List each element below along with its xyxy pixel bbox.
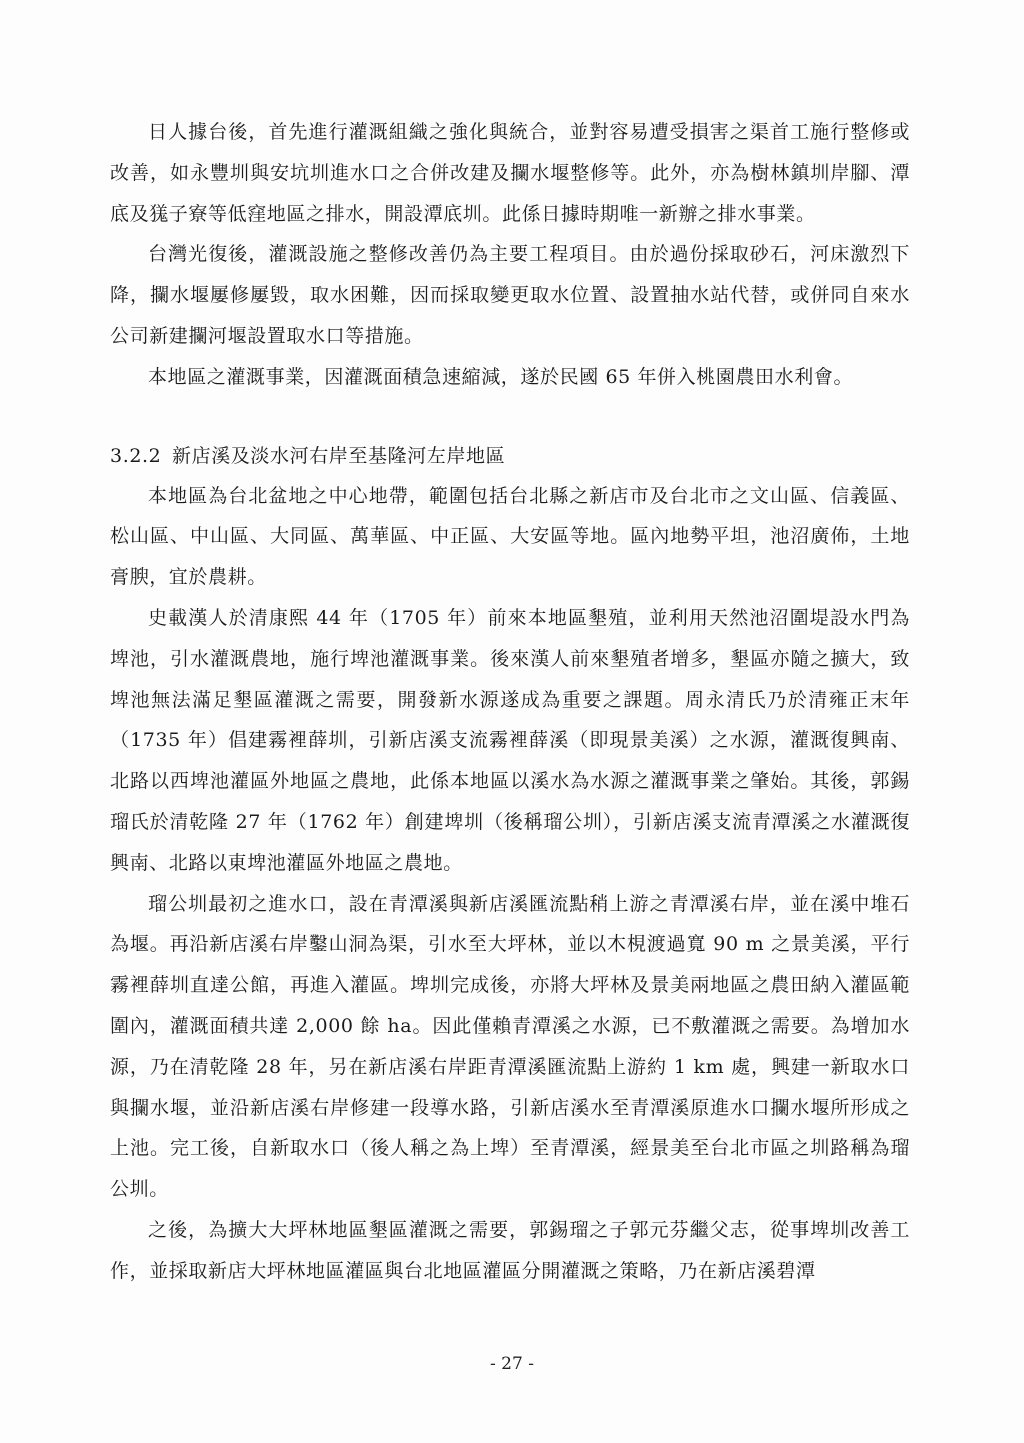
paragraph-postwar-restoration: 台灣光復後，灌溉設施之整修改善仍為主要工程項目。由於過份採取砂石，河床激烈下降，攔水堰屢修屢毀，取水困難，因而採取變更取水位置、設置抽水站代替，或併同自來水公司新建攔河堰設置取水口等措施。 bbox=[110, 243, 910, 347]
section-title: 新店溪及淡水河右岸至基隆河左岸地區 bbox=[172, 444, 506, 467]
paragraph-settlement-history: 史載漢人於清康熙 44 年（1705 年）前來本地區墾殖，並利用天然池沼圍堤設水門為埤池，引水灌溉農地，施行埤池灌溉事業。後來漢人前來墾殖者增多，墾區亦隨之擴大，致埤池無法滿足墾區灌溉之需要，開發新水源遂成為重要之課題。周永清氏乃於清雍正末年（1735 年）倡建霧裡薛圳，引新店溪支流霧裡薛溪（即現景美溪）之水源，灌溉復興南、北路以西埤池灌區外地區之農地，此係本地區以溪水為水源之灌溉事業之肇始。其後，郭錫瑠氏於清乾隆 27 年（1762 年）創建埤圳（後稱瑠公圳），引新店溪支流青潭溪之水灌溉復興南、北路以東埤池灌區外地區之農地。 bbox=[110, 606, 910, 874]
page-body bbox=[110, 112, 910, 1292]
paragraph-japanese-era: 日人據台後，首先進行灌溉組織之強化與統合，並對容易遭受損害之渠首工施行整修或改善，如永豐圳與安坑圳進水口之合併改建及攔水堰整修等。此外，亦為樹林鎮圳岸腳、潭底及獇子寮等低窪地區之排水，開設潭底圳。此係日據時期唯一新辦之排水事業。 bbox=[110, 121, 910, 225]
section-heading bbox=[110, 436, 910, 476]
paragraph-merger: 本地區之灌溉事業，因灌溉面積急速縮減，遂於民國 65 年併入桃園農田水利會。 bbox=[148, 365, 854, 388]
paragraph-liugong-canal: 瑠公圳最初之進水口，設在青潭溪與新店溪匯流點稍上游之青潭溪右岸，並在溪中堆石為堰。再沿新店溪右岸鑿山洞為渠，引水至大坪林，並以木梘渡過寬 90 m 之景美溪，平行霧裡薛圳直達公館，再進入灌區。埤圳完成後，亦將大坪林及景美兩地區之農田納入灌區範圍內，灌溉面積共達 2,000 餘 ha。因此僅賴青潭溪之水源，已不敷灌溉之需要。為增加水源，乃在清乾隆 28 年，另在新店溪右岸距青潭溪匯流點上游約 1 km 處，興建一新取水口與攔水堰，並沿新店溪右岸修建一段導水路，引新店溪水至青潭溪原進水口攔水堰所形成之上池。完工後，自新取水口（後人稱之為上埤）至青潭溪，經景美至台北市區之圳路稱為瑠公圳。 bbox=[110, 892, 910, 1201]
paragraph-region-overview: 本地區為台北盆地之中心地帶，範圍包括台北縣之新店市及台北市之文山區、信義區、松山區、中山區、大同區、萬華區、中正區、大安區等地。區內地勢平坦，池沼廣佈，土地膏腴，宜於農耕。 bbox=[110, 484, 910, 589]
page-number: - 27 - bbox=[490, 1354, 534, 1374]
section-number: 3.2.2 bbox=[110, 444, 162, 467]
paragraph-expansion: 之後，為擴大大坪林地區墾區灌溉之需要，郭錫瑠之子郭元芬繼父志，從事埤圳改善工作，並採取新店大坪林地區灌區與台北地區灌區分開灌溉之策略，乃在新店溪碧潭 bbox=[110, 1218, 910, 1282]
